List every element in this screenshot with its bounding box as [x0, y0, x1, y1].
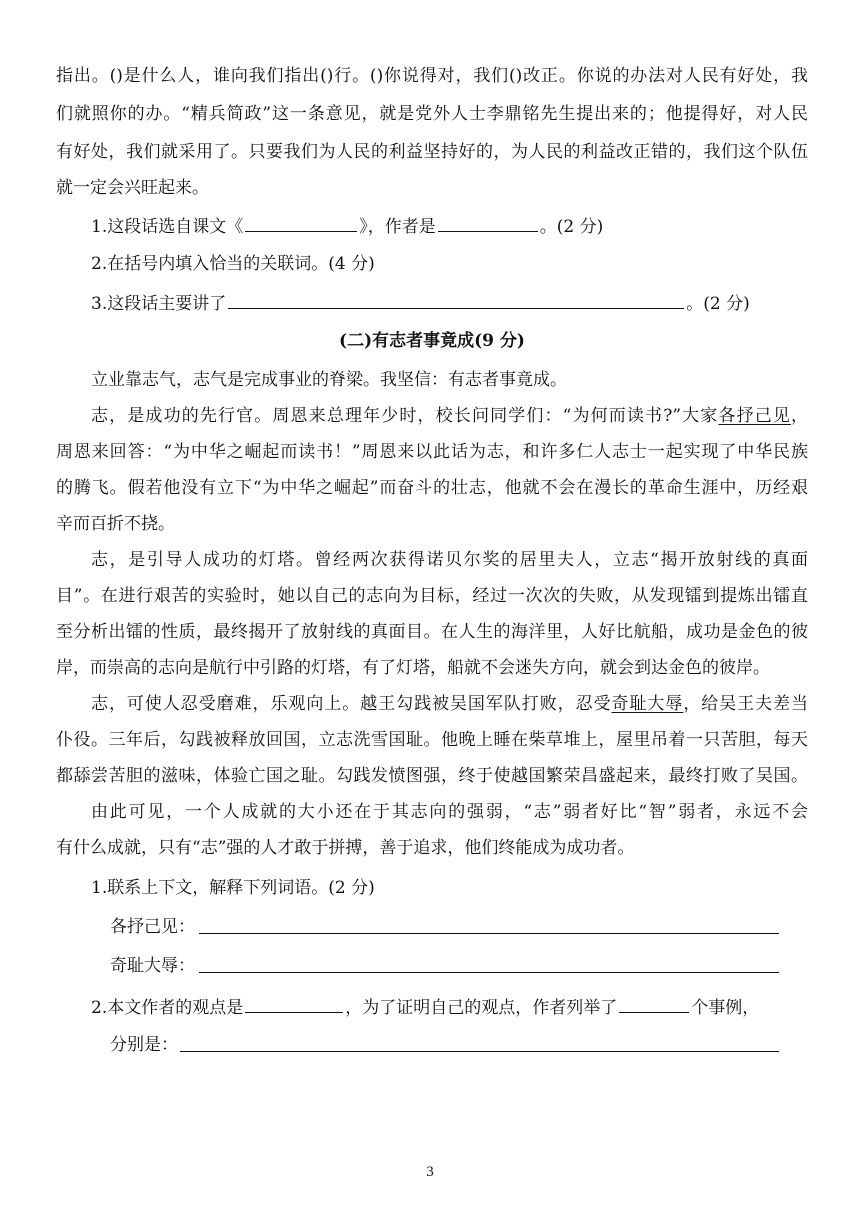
- section2-p3-line-1: 志，是引导人成功的灯塔。曾经两次获得诺贝尔奖的居里夫人，立志“揭开放射线的真面: [91, 550, 808, 570]
- question1-1: [91, 215, 808, 237]
- q1-1-middle: 》，作者是: [359, 217, 436, 237]
- term-label-2: 奇耻大辱：: [110, 956, 195, 976]
- q1-3-prefix: 3.这段话主要讲了: [91, 294, 227, 314]
- q2-2-blank-count[interactable]: [619, 996, 689, 1013]
- q2-2-suffix: 个事例，: [691, 998, 760, 1018]
- section2-p5-line-1: 由此可见，一个人成就的大小还在于其志向的强弱，“志”弱者好比“智”弱者，永远不会: [91, 802, 808, 822]
- section2-title: (二)有志者事竟成(9 分): [339, 331, 525, 351]
- p2-text-b: ，: [791, 406, 808, 426]
- q1-3-suffix: 。(2 分): [686, 294, 750, 314]
- q1-1-blank-author[interactable]: [438, 215, 538, 232]
- q2-2-prefix: 2.本文作者的观点是: [91, 998, 244, 1018]
- question1-2: 2.在括号内填入恰当的关联词。(4 分): [91, 254, 375, 274]
- question1-3: [91, 292, 808, 314]
- p2-text-a: 志，是成功的先行官。周恩来总理年少时，校长问同学们：“为何而读书?”大家: [91, 406, 719, 426]
- passage1-line-3: 有好处，我们就采用了。只要我们为人民的利益坚持好的，为人民的利益改正错的，我们这个队伍: [56, 142, 808, 162]
- p4-text-a: 志，可使人忍受磨难，乐观向上。越王勾践被吴国军队打败，忍受: [91, 694, 612, 714]
- section2-p3-line-3: 至分析出镭的性质，最终揭开了放射线的真面目。在人生的海洋里，人好比航船，成功是金色的彼: [56, 622, 808, 642]
- question2-1: 1.联系上下文，解释下列词语。(2 分): [91, 878, 375, 898]
- q2-2-middle: ，为了证明自己的观点，作者列举了: [345, 998, 618, 1018]
- answer-line-term-1[interactable]: [199, 932, 779, 934]
- question2-2: [91, 996, 808, 1018]
- underlined-term-2: 奇耻大辱: [611, 694, 684, 714]
- section2-p4-line-3: 都舔尝苦胆的滋味，体验亡国之耻。勾践发愤图强，终于使越国繁荣昌盛起来，最终打败了吴国。: [56, 766, 808, 786]
- term-label-1: 各抒己见：: [110, 917, 195, 937]
- section2-p4-line-2: 仆役。三年后，勾践被释放回国，立志洗雪国耻。他晚上睡在柴草堆上，屋里吊着一只苦胆，每天: [56, 730, 808, 750]
- passage1-line-4: 就一定会兴旺起来。: [56, 178, 209, 198]
- answer-line-term-2[interactable]: [199, 971, 779, 973]
- answer-line-examples[interactable]: [180, 1050, 779, 1052]
- page-number: 3: [426, 1164, 434, 1180]
- underlined-term-1: 各抒己见: [718, 406, 792, 426]
- q1-1-blank-title[interactable]: [245, 215, 357, 232]
- q2-2-blank-viewpoint[interactable]: [245, 996, 343, 1013]
- p4-text-b: ，给吴王夫差当: [683, 694, 808, 714]
- section2-p1: 立业靠志气，志气是完成事业的脊梁。我坚信：有志者事竟成。: [91, 370, 567, 390]
- passage1-line-1: 指出。()是什么人，谁向我们指出()行。()你说得对，我们()改正。你说的办法对人民有好处，我: [56, 66, 808, 86]
- section2-p2-line-2: 周恩来回答：“为中华之崛起而读书！”周恩来以此话为志，和许多仁人志士一起实现了中华民族: [56, 442, 808, 462]
- q1-1-suffix: 。(2 分): [539, 217, 604, 237]
- section2-p2-line-1: [91, 406, 808, 426]
- section2-p3-line-2: 目”。在进行艰苦的实验时，她以自己的志向为目标，经过一次次的失败，从发现镭到提炼出镭直: [56, 586, 808, 606]
- section2-p2-line-4: 辛而百折不挠。: [56, 514, 175, 534]
- q1-1-prefix: 1.这段话选自课文《: [91, 217, 244, 237]
- section2-p4-line-1: [91, 694, 808, 714]
- section2-p3-line-4: 岸，而崇高的志向是航行中引路的灯塔，有了灯塔，船就不会迷失方向，就会到达金色的彼岸。: [56, 658, 770, 678]
- passage1-line-2: 们就照你的办。“精兵简政”这一条意见，就是党外人士李鼎铭先生提出来的；他提得好，对人民: [56, 104, 808, 124]
- q1-3-blank[interactable]: [228, 292, 684, 309]
- section2-p2-line-3: 的腾飞。假若他没有立下“为中华之崛起”而奋斗的壮志，他就不会在漫长的革命生涯中，历经艰: [56, 478, 808, 498]
- examples-label: 分别是：: [110, 1035, 178, 1055]
- section2-p5-line-2: 有什么成就，只有“志”强的人才敢于拼搏，善于追求，他们终能成为成功者。: [56, 838, 635, 858]
